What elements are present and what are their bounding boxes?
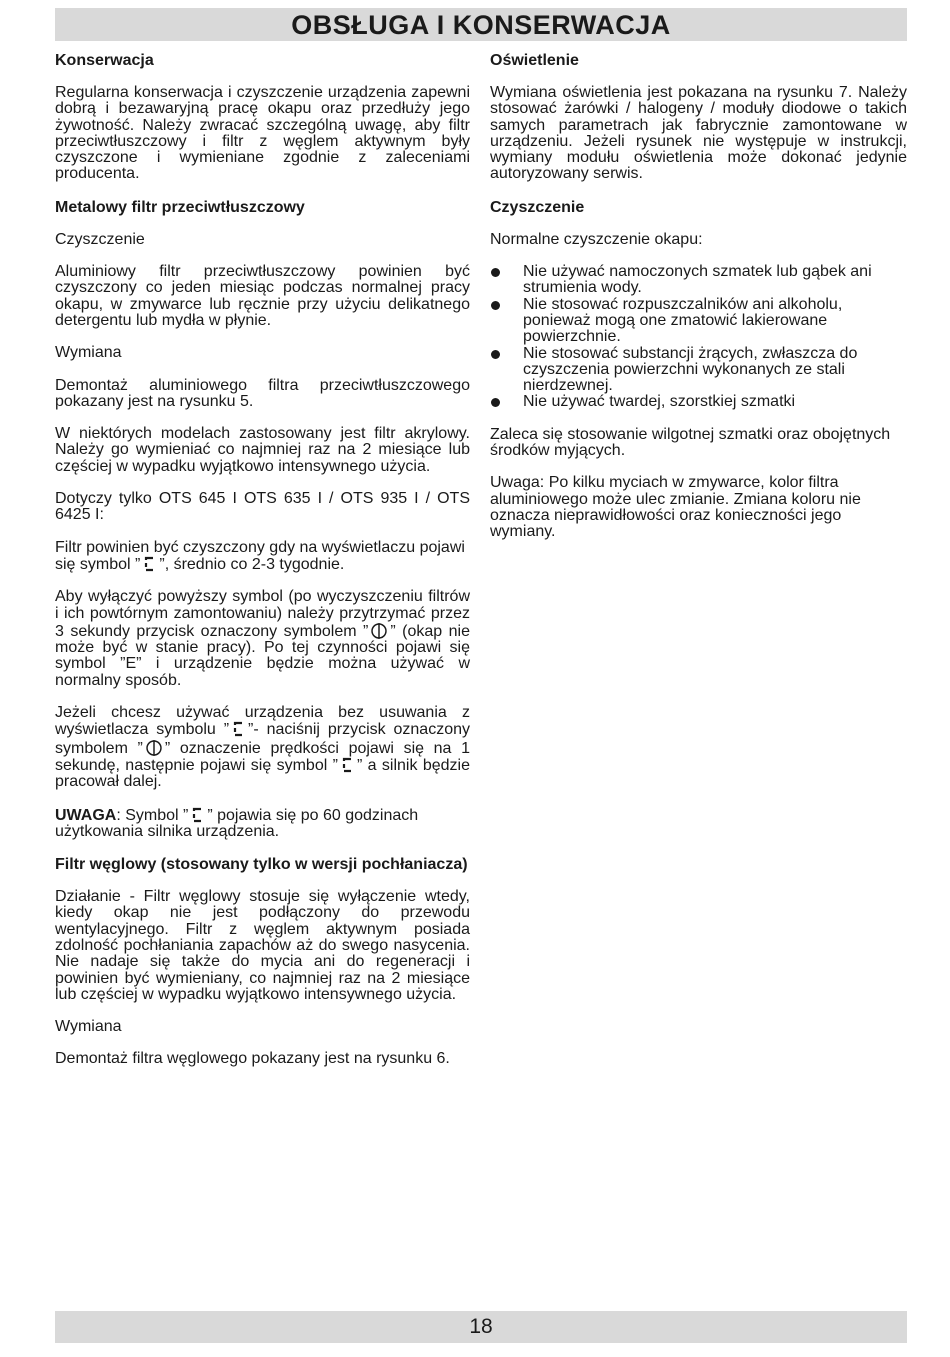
filter-symbol-icon	[231, 721, 246, 737]
list-item-text: Nie stosować rozpuszczalników ani alkoholu, ponieważ mogą one zmatowić lakierowane powierzchnie.	[523, 295, 843, 346]
bullet-icon	[491, 301, 500, 310]
bullet-icon	[491, 398, 500, 407]
power-button-icon	[145, 739, 163, 757]
list-item	[490, 394, 907, 410]
text-segment: ”- naciśnij przycisk oznaczony symbolem ”	[55, 721, 471, 757]
label-normal-cleaning: Normalne czyszczenie okapu:	[490, 230, 703, 248]
subsection-label-wymiana: Wymiana	[55, 344, 122, 362]
filter-symbol-icon	[340, 757, 355, 773]
paragraph-recommendation: Zaleca się stosowanie wilgotnej szmatki oraz obojętnych środków myjących.	[490, 425, 891, 460]
section-title-konserwacja: Konserwacja	[55, 52, 154, 69]
text-segment: : Symbol ”	[116, 806, 189, 824]
text-segment: Filtr powinien być czyszczony gdy na wyświetlaczu pojawi się symbol ”	[55, 538, 465, 573]
text-segment: ” oznaczenie prędkości pojawi się na 1 sekundę, następnie pojawi się symbol ”	[55, 739, 470, 774]
bullet-icon	[491, 268, 500, 277]
list-item-text: Nie stosować substancji żrących, zwłaszcza do czyszczenia powierzchni wykonanych ze stali nierdzewnej.	[523, 344, 858, 395]
text-segment: ” pojawia się po 60 godzinach użytkowania silnika urządzenia.	[55, 806, 419, 840]
section-title-carbon-filter: Filtr węglowy (stosowany tylko w wersji pochłaniacza)	[55, 856, 468, 874]
list-item	[490, 346, 907, 395]
list-item-text: Nie używać twardej, szorstkiej szmatki	[523, 393, 796, 411]
paragraph-turn-off-symbol	[55, 589, 470, 689]
section-title-oswietlenie: Oświetlenie	[490, 52, 579, 69]
section-title-czyszczenie: Czyszczenie	[490, 198, 585, 216]
paragraph-acrylic-filter: W niektórych modelach zastosowany jest filtr akrylowy. Należy go wymieniać co najmniej raz na 2 miesiące lub częściej w wypadku wyjątkowo intensywnego użycia.	[55, 425, 470, 475]
paragraph-use-without-removing	[55, 705, 470, 790]
list-item	[490, 264, 907, 297]
list-item-text: Nie używać namoczonych szmatek lub gąbek ani strumienia wody.	[523, 263, 872, 297]
page-number: 18	[469, 1315, 493, 1338]
paragraph-carbon-filter: Działanie - Filtr węglowy stosuje się wyłączenie wtedy, kiedy okap nie jest podłączony do przewodu wentylacyjnego. Filtr z węglem aktywnym posiada zdolność pochłaniania zapachów aż do swego nasycenia. Nie nadaje się także do mycia ani do regeneracji i powinien być wymieniany, co najmniej raz na 2 miesiące lub częściej w wypadku wyjątkowo intensywnego użycia.	[55, 888, 470, 1003]
page-title: OBSŁUGA I KONSERWACJA	[291, 10, 671, 40]
paragraph-filter-symbol	[55, 540, 470, 574]
paragraph-demontaz-aluminium: Demontaż aluminiowego filtra przeciwtłuszczowego pokazany jest na rysunku 5.	[55, 376, 470, 410]
text-segment: ” (okap nie może być w stanie pracy). Po tej czynności pojawi się symbol ”E” i urządzenie będzie można używać w normalny sposób.	[55, 622, 471, 689]
uwaga-label: UWAGA	[55, 806, 117, 824]
page-footer	[55, 1311, 907, 1343]
filter-symbol-icon	[190, 807, 205, 823]
text-segment: ” a silnik będzie pracował dalej.	[55, 756, 470, 791]
subsection-label-wymiana: Wymiana	[55, 1018, 122, 1036]
paragraph-konserwacja: Regularna konserwacja i czyszczenie urządzenia zapewni dobrą i bezawaryjną pracę okapu oraz przedłuży jego żywotność. Należy zwracać szczególną uwagę, aby filtr przeciwtłuszczowy i filtr z węglem aktywnym były czyszczone i wymieniane zgodnie z zaleceniami producenta.	[55, 84, 470, 183]
right-column	[490, 52, 907, 557]
bullet-icon	[491, 350, 500, 359]
paragraph-color-change-note: Uwaga: Po kilku myciach w zmywarce, kolor filtra aluminiowego może ulec zmianie. Zmiana koloru nie oznacza nieprawidłowości oraz konieczności jego wymiany.	[490, 474, 861, 541]
paragraph-demontaz-carbon: Demontaż filtra węglowego pokazany jest na rysunku 6.	[55, 1050, 450, 1068]
filter-symbol-icon	[142, 556, 157, 572]
subsection-label-czyszczenie: Czyszczenie	[55, 230, 145, 248]
section-title-metal-filter: Metalowy filtr przeciwtłuszczowy	[55, 198, 305, 216]
page-header	[55, 8, 907, 41]
paragraph-oswietlenie: Wymiana oświetlenia jest pokazana na rysunku 7. Należy stosować żarówki / halogeny / moduły diodowe o takich samych parametrach jak fabrycznie zamontowane w urządzeniu. Jeżeli rysunek nie występuje w instrukcji, wymiany modułu oświetlenia może dokonać jedynie autoryzowany serwis.	[490, 84, 907, 183]
list-item	[490, 297, 907, 346]
power-button-icon	[370, 622, 388, 640]
text-segment: Jeżeli chcesz używać urządzenia bez usuwania z wyświetlacza symbolu ”	[55, 704, 470, 739]
cleaning-bullet-list	[490, 264, 907, 411]
text-segment: Aby wyłączyć powyższy symbol (po wyczyszczeniu filtrów i ich powtórnym zamontowaniu) należy przytrzymać przez 3 sekundy przycisk oznaczony symbolem ”	[55, 588, 470, 640]
left-column	[55, 52, 470, 1084]
text-segment: ”, średnio co 2-3 tygodnie.	[159, 555, 345, 573]
paragraph-aluminium-filter: Aluminiowy filtr przeciwtłuszczowy powinien być czyszczony co jeden miesiąc podczas normalnej pracy okapu, w zmywarce lub ręcznie przy użyciu delikatnego detergentu lub mydła w płynie.	[55, 263, 470, 329]
paragraph-uwaga-symbol	[55, 807, 470, 841]
paragraph-models-note: Dotyczy tylko OTS 645 I OTS 635 I / OTS 935 I / OTS 6425 I:	[55, 490, 470, 524]
